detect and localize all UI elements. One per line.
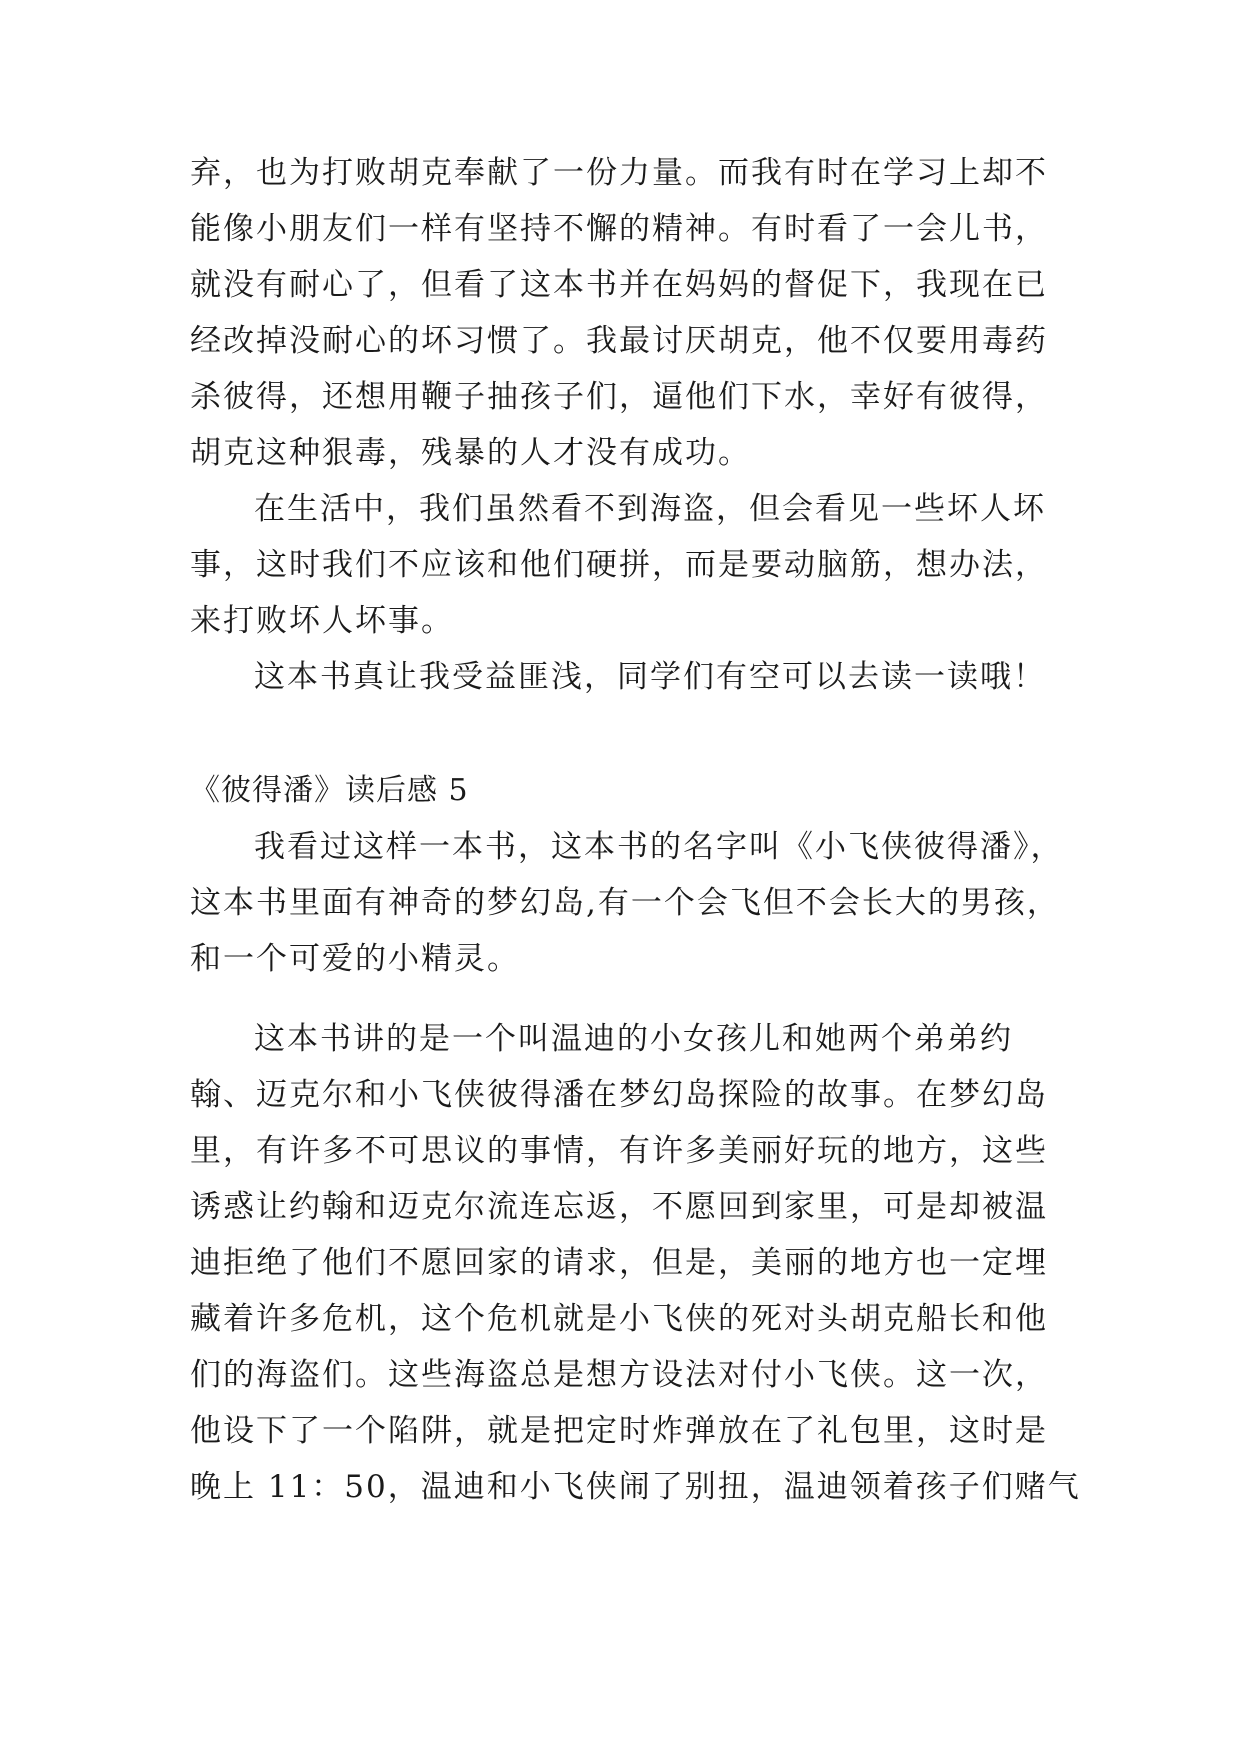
paragraph-line: 里，有许多不可思议的事情，有许多美丽好玩的地方，这些 <box>190 1133 1048 1169</box>
paragraph-line: 晚上 11：50，温迪和小飞侠闹了别扭，温迪领着孩子们赌气 <box>190 1469 1081 1505</box>
paragraph-line: 经改掉没耐心的坏习惯了。我最讨厌胡克，他不仅要用毒药 <box>190 323 1048 359</box>
paragraph-line: 藏着许多危机，这个危机就是小飞侠的死对头胡克船长和他 <box>190 1301 1048 1337</box>
paragraph-line: 这本书里面有神奇的梦幻岛,有一个会飞但不会长大的男孩， <box>190 885 1060 921</box>
section-heading: 《彼得潘》读后感 5 <box>190 773 469 808</box>
paragraph-line: 杀彼得，还想用鞭子抽孩子们，逼他们下水，幸好有彼得， <box>190 379 1048 415</box>
paragraph-line: 弃，也为打败胡克奉献了一份力量。而我有时在学习上却不 <box>190 155 1048 191</box>
paragraph-line: 他设下了一个陷阱，就是把定时炸弹放在了礼包里，这时是 <box>190 1413 1048 1449</box>
paragraph-line: 和一个可爱的小精灵。 <box>190 941 520 977</box>
paragraph-line: 们的海盗们。这些海盗总是想方设法对付小飞侠。这一次， <box>190 1357 1048 1393</box>
paragraph-line: 能像小朋友们一样有坚持不懈的精神。有时看了一会儿书， <box>190 211 1048 247</box>
paragraph-line: 迪拒绝了他们不愿回家的请求，但是，美丽的地方也一定埋 <box>190 1245 1048 1281</box>
paragraph-line: 诱惑让约翰和迈克尔流连忘返，不愿回到家里，可是却被温 <box>190 1189 1048 1225</box>
paragraph-line: 事，这时我们不应该和他们硬拼，而是要动脑筋，想办法， <box>190 547 1048 583</box>
paragraph-line: 这本书真让我受益匪浅，同学们有空可以去读一读哦！ <box>254 659 1046 695</box>
paragraph-line: 就没有耐心了，但看了这本书并在妈妈的督促下，我现在已 <box>190 267 1048 303</box>
paragraph-line: 我看过这样一本书，这本书的名字叫《小飞侠彼得潘》， <box>254 829 1064 865</box>
paragraph-line: 翰、迈克尔和小飞侠彼得潘在梦幻岛探险的故事。在梦幻岛 <box>190 1077 1048 1113</box>
paragraph-line: 来打败坏人坏事。 <box>190 603 454 639</box>
paragraph-line: 在生活中，我们虽然看不到海盗，但会看见一些坏人坏 <box>254 491 1046 527</box>
paragraph-line: 这本书讲的是一个叫温迪的小女孩儿和她两个弟弟约 <box>254 1021 1013 1057</box>
paragraph-line: 胡克这种狠毒，残暴的人才没有成功。 <box>190 435 751 471</box>
